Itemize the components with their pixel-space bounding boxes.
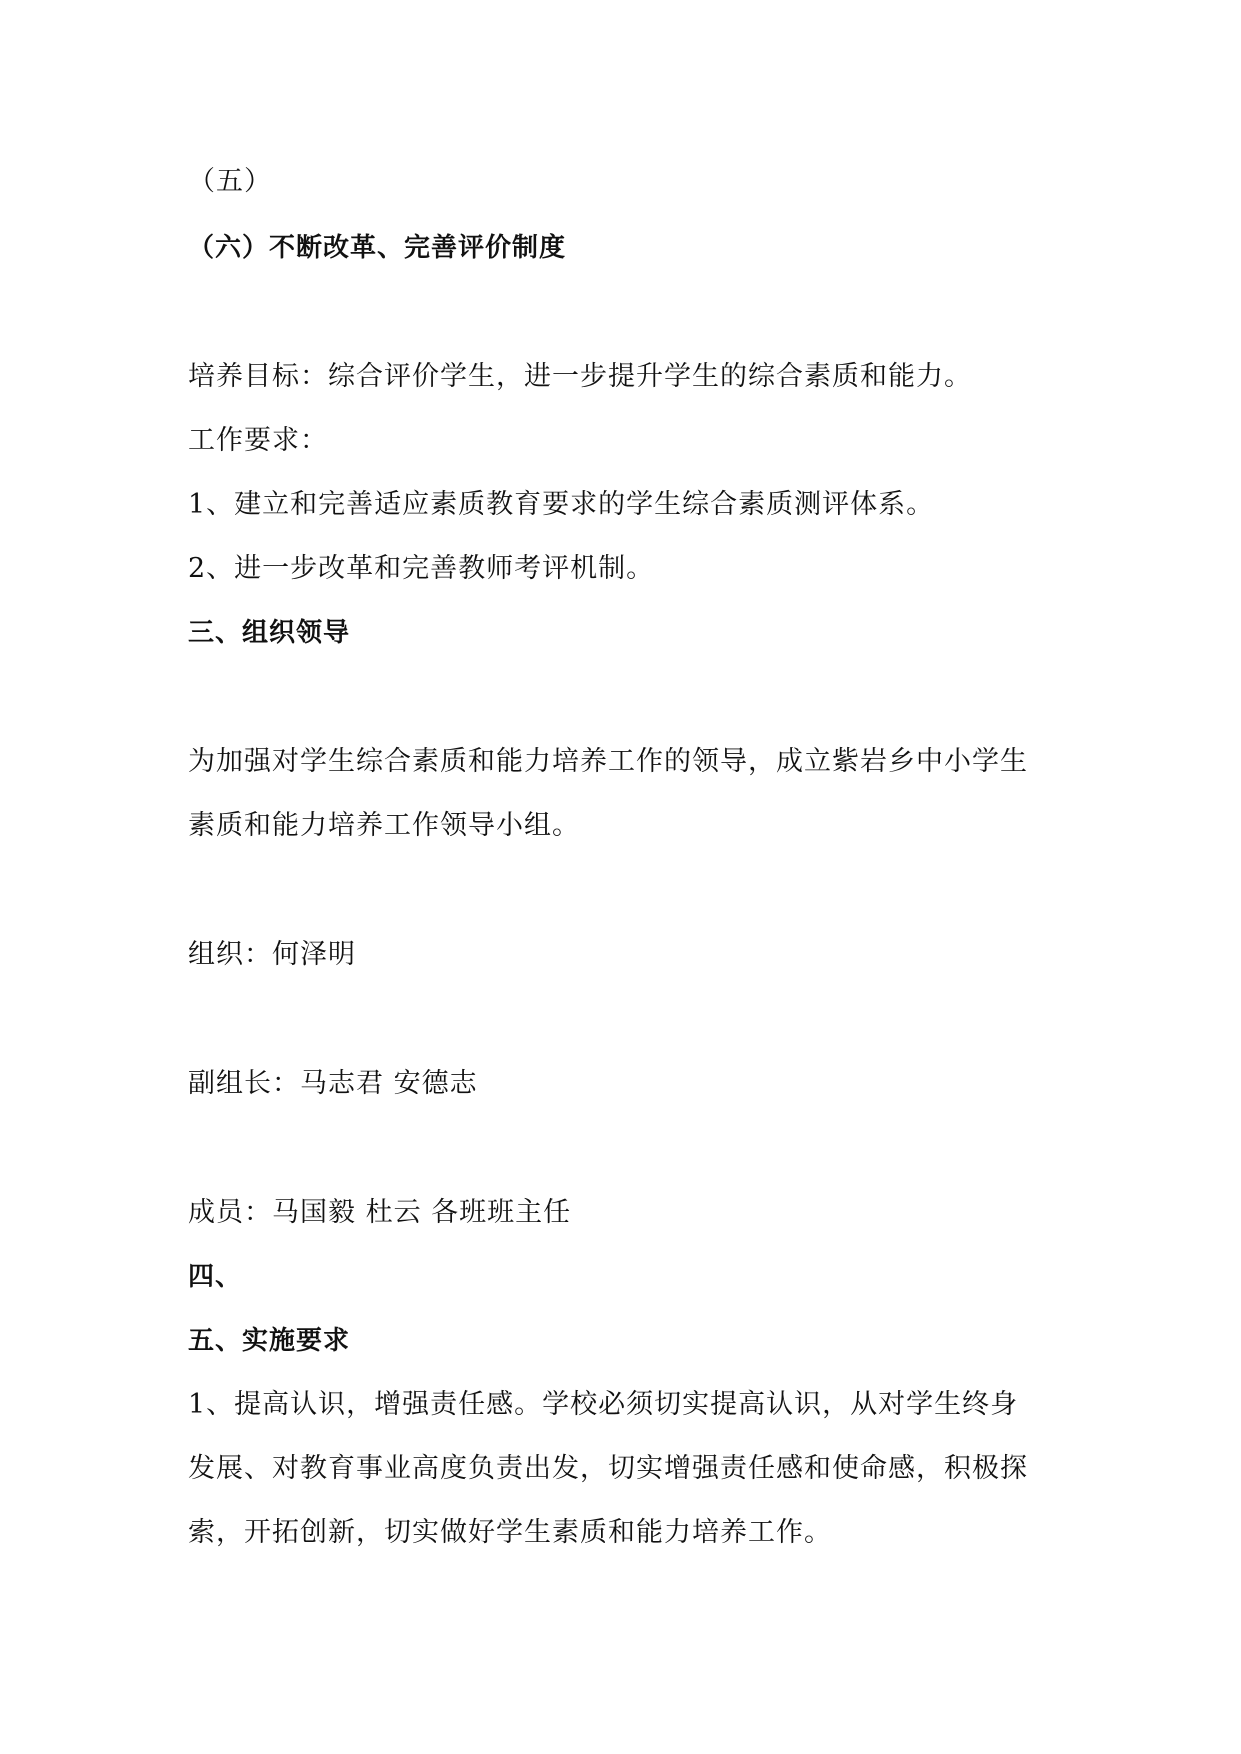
section-4-heading: 四、 <box>188 1262 243 1292</box>
members-line: 成员：马国毅 杜云 各班班主任 <box>188 1197 572 1228</box>
training-goal: 培养目标：综合评价学生，进一步提升学生的综合素质和能力。 <box>188 361 972 392</box>
leadership-paragraph-line-1: 为加强对学生综合素质和能力培养工作的领导，成立紫岩乡中小学生 <box>188 746 1028 777</box>
requirement-item-2: 2、进一步改革和完善教师考评机制。 <box>188 553 655 584</box>
implementation-paragraph-line-3: 索，开拓创新，切实做好学生素质和能力培养工作。 <box>188 1517 832 1548</box>
implementation-paragraph-line-2: 发展、对教育事业高度负责出发，切实增强责任感和使命感，积极探 <box>188 1453 1028 1484</box>
section-6-heading: （六）不断改革、完善评价制度 <box>188 233 567 263</box>
requirement-item-1: 1、建立和完善适应素质教育要求的学生综合素质测评体系。 <box>188 489 935 520</box>
section-5-heading: （五） <box>188 166 272 197</box>
work-requirements-label: 工作要求： <box>188 425 328 456</box>
deputy-leader-line: 副组长：马志君 安德志 <box>188 1068 478 1099</box>
section-3-heading: 三、组织领导 <box>188 618 351 648</box>
leadership-paragraph-line-2: 素质和能力培养工作领导小组。 <box>188 810 580 841</box>
organizer-line: 组织：何泽明 <box>188 939 356 970</box>
section-5-implementation-heading: 五、实施要求 <box>188 1326 351 1356</box>
implementation-paragraph-line-1: 1、提高认识，增强责任感。学校必须切实提高认识，从对学生终身 <box>188 1389 1019 1420</box>
